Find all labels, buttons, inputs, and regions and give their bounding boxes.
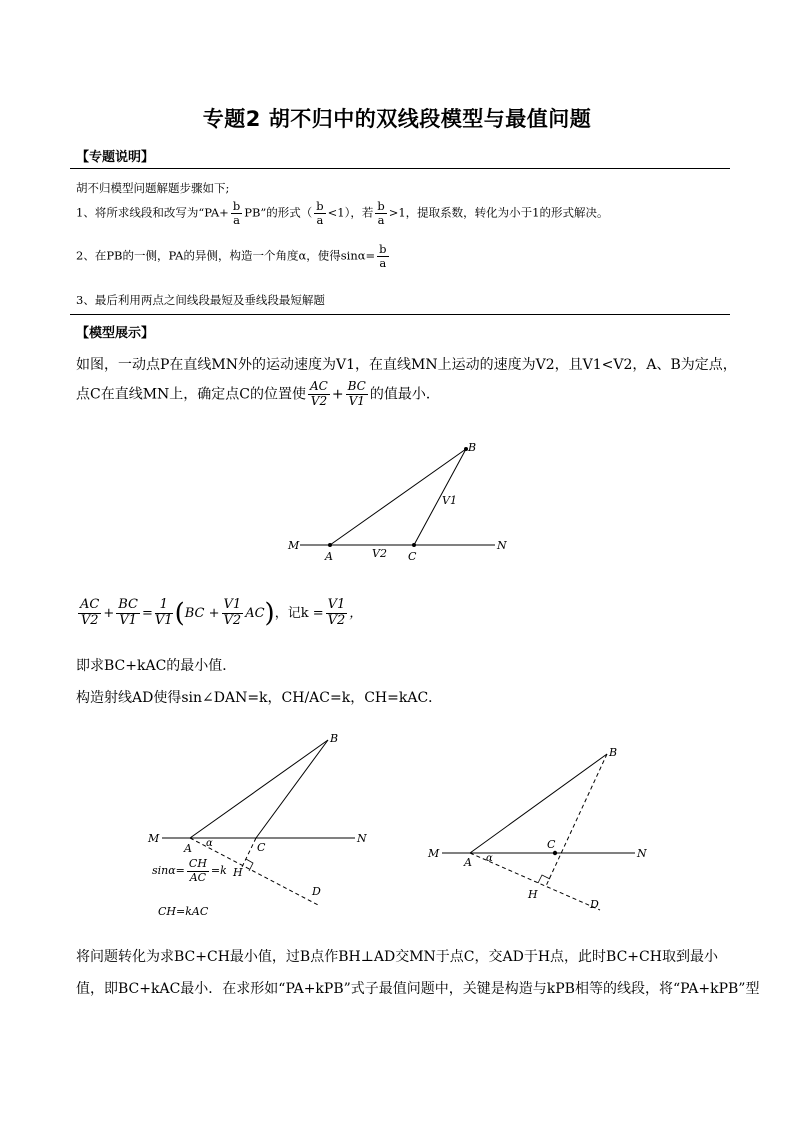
- page-title: 专题2 胡不归中的双线段模型与最值问题: [202, 107, 592, 131]
- figure-1: [280, 436, 520, 566]
- label-alpha: α: [206, 838, 213, 849]
- label-b: B: [609, 746, 618, 759]
- paragraph-4: 构造射线AD使得sin∠DAN=k，CH/AC=k，CH=kAC．: [76, 690, 443, 706]
- label-a: A: [325, 550, 333, 563]
- paragraph-3: 即求BC+kAC的最小值．: [76, 658, 237, 674]
- fraction-b-over-a: $\frac{b}{a}$: [379, 242, 387, 271]
- label-c: C: [257, 841, 266, 854]
- label-a: A: [464, 856, 472, 869]
- figure-3: [420, 740, 660, 920]
- label-h: H: [528, 888, 538, 901]
- step-2: 2、在PB的一侧，PA的异侧，构造一个角度α，使得sinα= $\frac{b}{a}$: [76, 242, 387, 271]
- intro-line: 胡不归模型问题解题步骤如下;: [76, 181, 230, 195]
- paragraph-2: 点C在直线MN上，确定点C的位置使 $\frac{AC}{V2}$ + $\frac{BC}{V1}$ 的值最小．: [76, 379, 440, 408]
- fraction-ac-v2: $\frac{AC}{V2}$: [310, 379, 328, 408]
- label-v1: V1: [442, 494, 457, 507]
- label-c: C: [547, 838, 556, 851]
- sin-definition: sinα= $\frac{CH}{AC}$ =k: [152, 857, 227, 884]
- fraction-ac-v2: $\frac{AC}{V2}$: [80, 597, 100, 628]
- divider: [70, 168, 730, 169]
- label-d: D: [312, 885, 321, 898]
- section-heading-model: 【模型展示】: [76, 326, 155, 341]
- label-n: N: [357, 832, 367, 845]
- section-heading-description: 【专题说明】: [76, 150, 155, 165]
- fraction-b-over-a: $\frac{b}{a}$: [377, 199, 385, 228]
- fraction-b-over-a: $\frac{b}{a}$: [232, 199, 241, 228]
- label-m: M: [288, 539, 300, 552]
- divider: [70, 314, 730, 315]
- label-m: M: [148, 832, 160, 845]
- label-n: N: [637, 847, 647, 860]
- ch-equation: CH=kAC: [158, 905, 209, 918]
- fraction-b-over-a: $\frac{b}{a}$: [316, 199, 324, 228]
- label-c: C: [408, 550, 417, 563]
- fraction-bc-v1: $\frac{BC}{V1}$: [347, 379, 366, 408]
- figure-2: [140, 728, 380, 923]
- label-b: B: [468, 441, 477, 454]
- paragraph-1: 如图，一动点P在直线MN外的运动速度为V1，在直线MN上运动的速度为V2，且V1<V2，A、B为定点，: [76, 357, 737, 373]
- fraction-v1-v2: $\frac{V1}{V2}$: [223, 597, 242, 628]
- step-3: 3、最后利用两点之间线段最短及垂线段最短解题: [76, 293, 325, 307]
- label-h: H: [233, 866, 243, 879]
- fraction-one-v1: $\frac{1}{V1}$: [154, 597, 173, 628]
- fraction-bc-v1: $\frac{BC}{V1}$: [118, 597, 138, 628]
- fraction-k: $\frac{V1}{V2}$: [327, 597, 346, 628]
- label-a: A: [184, 842, 192, 855]
- step-1: 1、将所求线段和改写为“PA+ $\frac{b}{a}$ PB”的形式（ $\frac{b}{a}$ <1），若 $\frac{b}{a}$ >1，提取系数，转化为小于1的形式解决。: [76, 199, 609, 228]
- label-n: N: [497, 539, 507, 552]
- paragraph-5: 将问题转化为求BC+CH最小值，过B点作BH⊥AD交MN于点C，交AD于H点，此时BC+CH取到最小: [76, 949, 718, 965]
- label-v2: V2: [372, 547, 387, 560]
- label-m: M: [428, 847, 440, 860]
- paragraph-6: 值，即BC+kAC最小．在求形如“PA+kPB”式子最值问题中，关键是构造与kPB相等的线段，将“PA+kPB”型: [76, 981, 760, 997]
- label-b: B: [330, 732, 339, 745]
- label-d: D: [590, 898, 599, 911]
- equation-line: $\frac{AC}{V2}$ + $\frac{BC}{V1}$ = $\frac{1}{V1}$ (BC + $\frac{V1}{V2}$ AC)，记k = $\frac{V1}{V2}$ ，: [80, 597, 363, 629]
- label-alpha: α: [486, 853, 493, 864]
